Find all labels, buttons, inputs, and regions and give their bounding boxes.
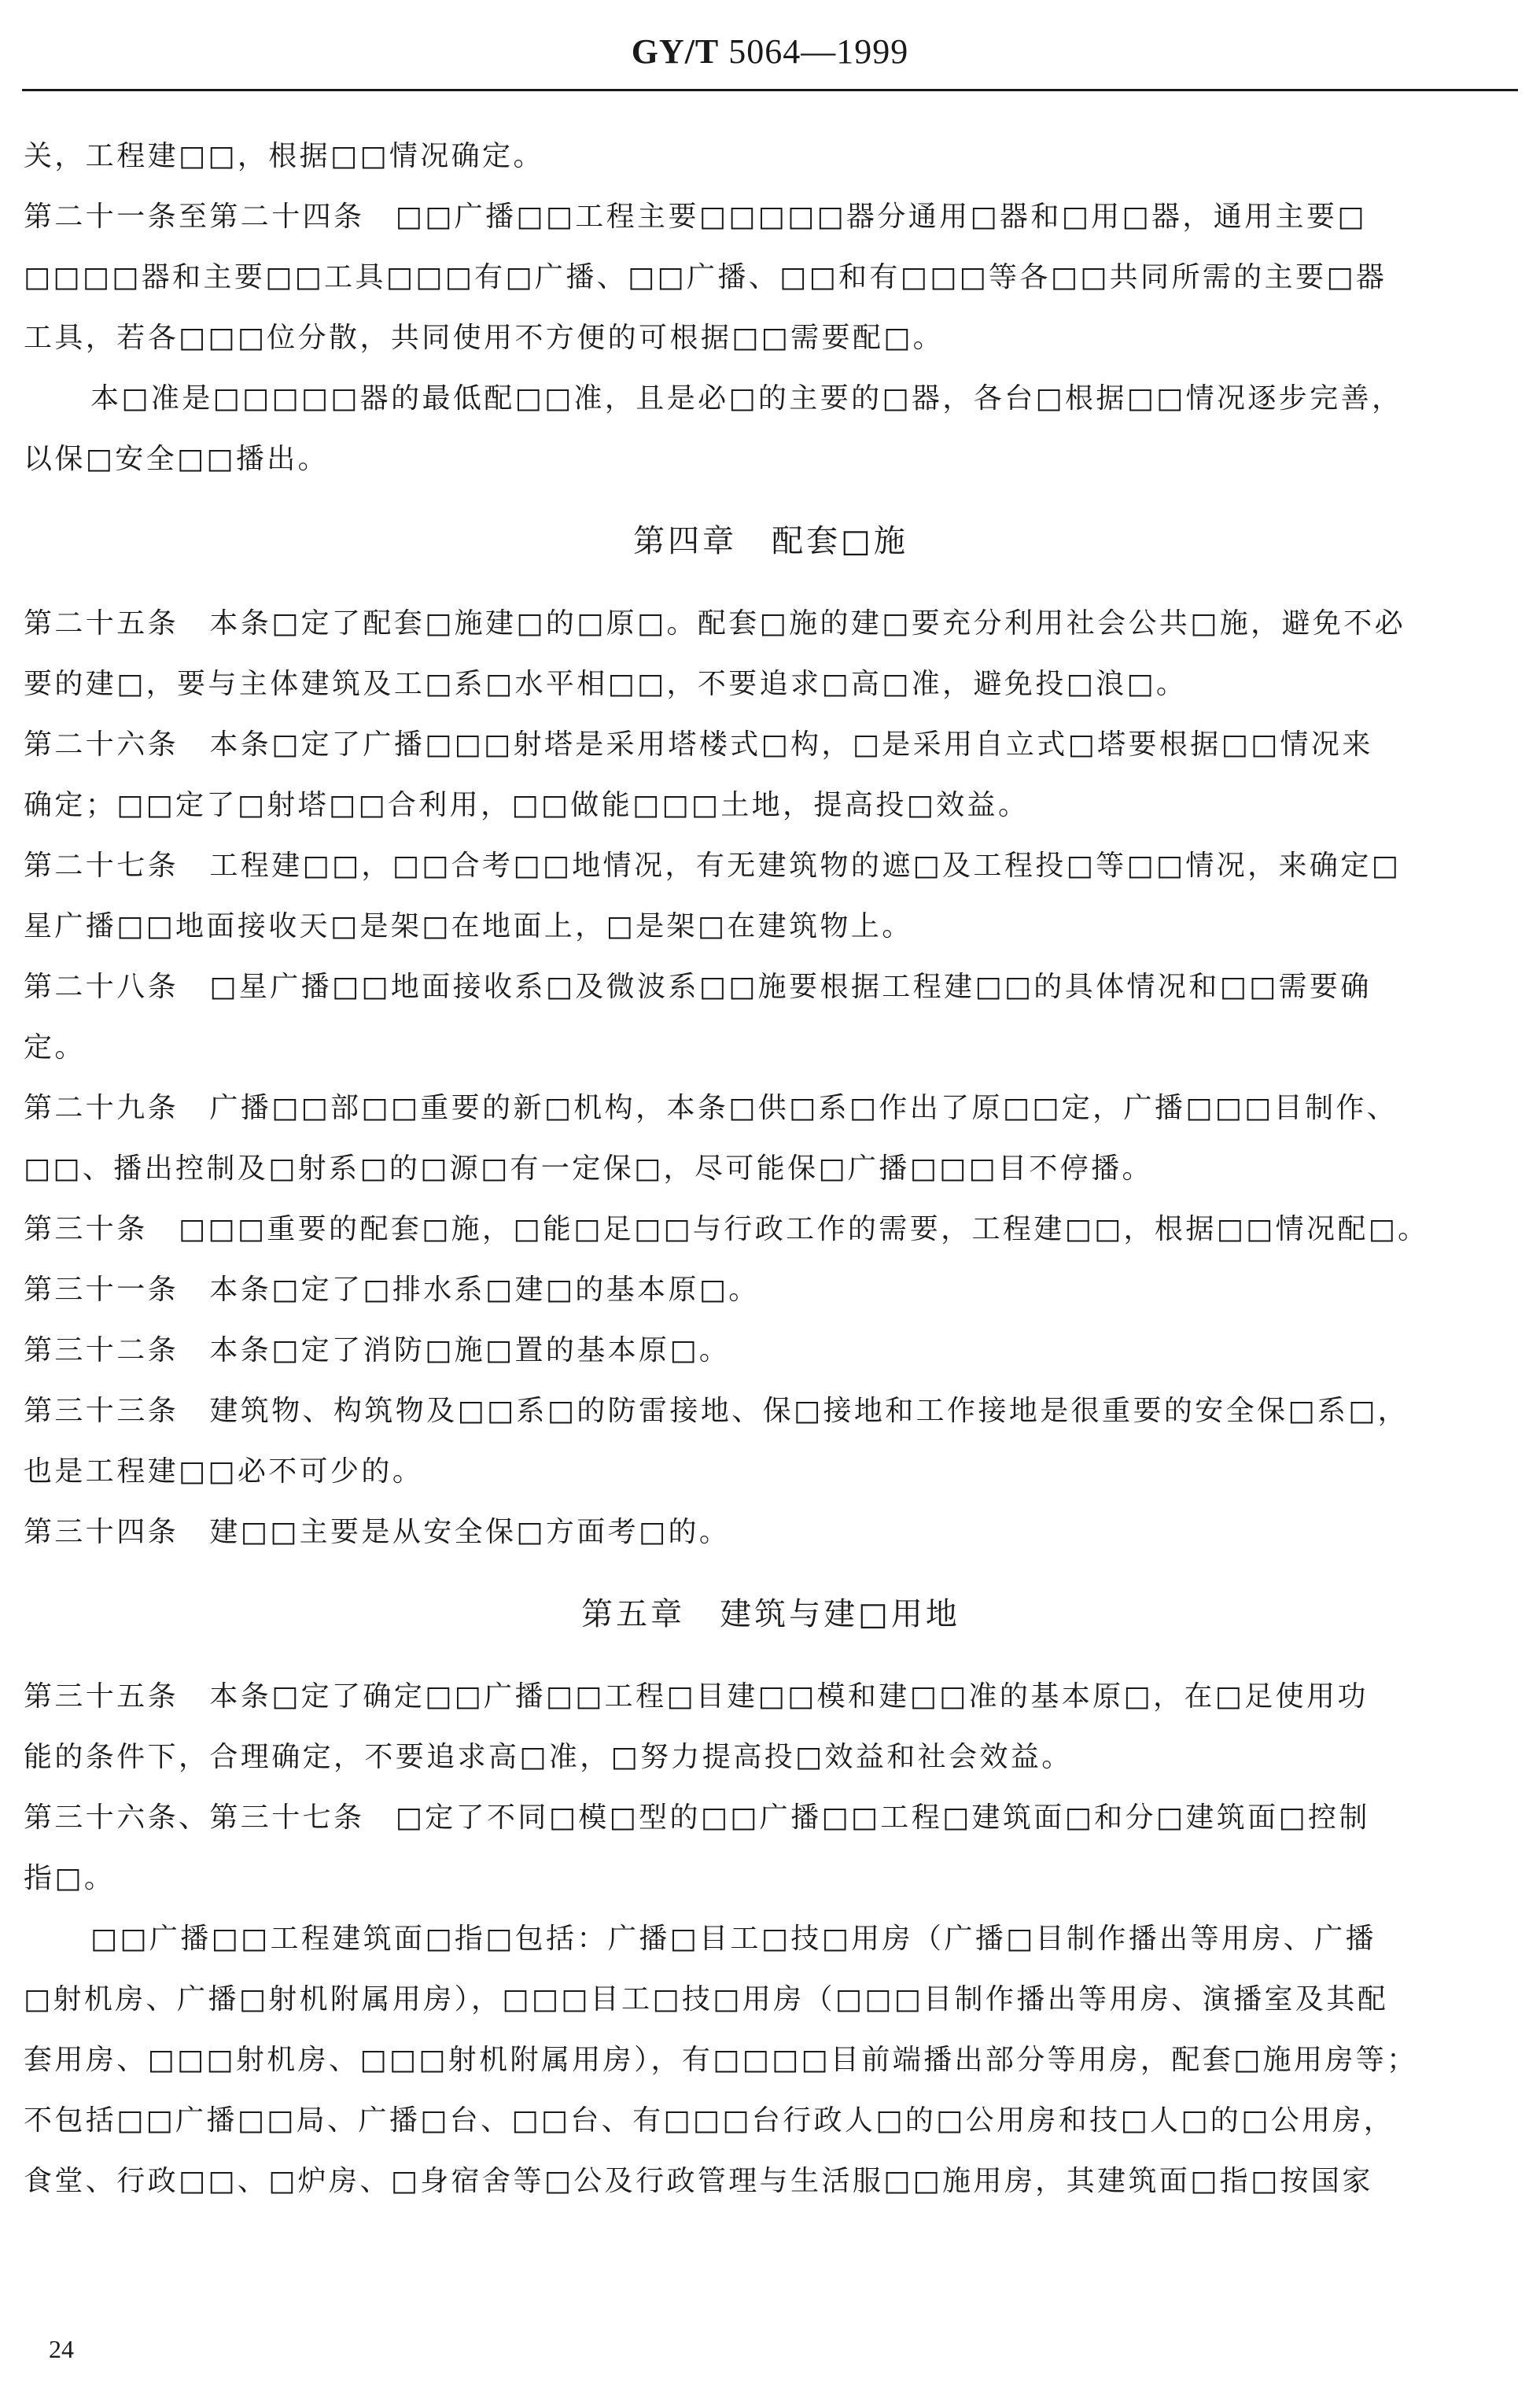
text-line: □□□□器和主要□□工具□□□有□广播、□□广播、□□和有□□□等各□□共同所需的主要□器 — [24, 261, 1387, 293]
text-line: 第二十七条 工程建□□，□□合考□□地情况，有无建筑物的遮□及工程投□等□□情况，来确定□ — [24, 850, 1402, 882]
text-line: 也是工程建□□必不可少的。 — [24, 1455, 424, 1488]
body-text — [24, 126, 1518, 2211]
text-line: 工具，若各□□□位分散，共同使用不方便的可根据□□需要配□。 — [24, 322, 945, 354]
text-line: 关，工程建□□，根据□□情况确定。 — [24, 140, 544, 172]
text-line: 以保□安全□□播出。 — [24, 443, 330, 475]
text-line: 能的条件下，合理确定，不要追求高□准，□努力提高投□效益和社会效益。 — [24, 1741, 1073, 1773]
standard-code: GY/T — [631, 32, 720, 71]
text-line: □□、播出控制及□射系□的□源□有一定保□，尽可能保□广播□□□目不停播。 — [24, 1152, 1153, 1185]
page-number: 24 — [49, 2335, 74, 2363]
text-line: 定。 — [24, 1031, 86, 1064]
standard-number: 5064—1999 — [728, 32, 909, 71]
page-header — [0, 31, 1540, 72]
text-line: 不包括□□广播□□局、广播□台、□□台、有□□□台行政人□的□公用房和技□人□的□公用房， — [24, 2104, 1395, 2137]
chapter-heading: 第五章 建筑与建□用地 — [581, 1596, 960, 1632]
text-line: 要的建□，要与主体建筑及工□系□水平相□□，不要追求□高□准，避免投□浪□。 — [24, 668, 1188, 700]
text-line: 食堂、行政□□、□炉房、□身宿舍等□公及行政管理与生活服□□施用房，其建筑面□指□按国家 — [24, 2165, 1373, 2197]
text-line: 第三十一条 本条□定了□排水系□建□的基本原□。 — [24, 1274, 760, 1306]
header-rule — [22, 89, 1518, 91]
text-line: 第三十三条 建筑物、构筑物及□□系□的防雷接地、保□接地和工作接地是很重要的安全保□系□， — [24, 1395, 1409, 1427]
text-line: 第三十二条 本条□定了消防□施□置的基本原□。 — [24, 1334, 731, 1366]
text-line: 第二十五条 本条□定了配套□施建□的□原□。配套□施的建□要充分利用社会公共□施，避免不必 — [24, 607, 1406, 640]
text-line: 第三十五条 本条□定了确定□□广播□□工程□目建□□模和建□□准的基本原□，在□足使用功 — [24, 1680, 1369, 1713]
text-line: 套用房、□□□射机房、□□□射机附属用房），有□□□□目前端播出部分等用房，配套□施用房等； — [24, 2044, 1418, 2076]
text-line: 第三十六条、第三十七条 □定了不同□模□型的□□广播□□工程□建筑面□和分□建筑面□控制 — [24, 1801, 1370, 1834]
text-line: 星广播□□地面接收天□是架□在地面上，□是架□在建筑物上。 — [24, 910, 913, 942]
text-line: 第二十八条 □星广播□□地面接收系□及微波系□□施要根据工程建□□的具体情况和□□需要确 — [24, 971, 1372, 1003]
text-line: 确定；□□定了□射塔□□合利用，□□做能□□□土地，提高投□效益。 — [24, 789, 1030, 821]
text-line: □射机房、广播□射机附属用房），□□□目工□技□用房（□□□目制作播出等用房、演播室及其配 — [24, 1983, 1389, 2015]
text-line: □□广播□□工程建筑面□指□包括：广播□目工□技□用房（广播□目制作播出等用房、广播 — [90, 1923, 1376, 1955]
text-line: 第二十九条 广播□□部□□重要的新□机构，本条□供□系□作出了原□□定，广播□□□目制作、 — [24, 1092, 1398, 1124]
text-line: 第三十四条 建□□主要是从安全保□方面考□的。 — [24, 1516, 731, 1548]
chapter-heading: 第四章 配套□施 — [633, 523, 908, 559]
text-line: 第二十一条至第二十四条 □□广播□□工程主要□□□□□器分通用□器和□用□器，通用主要□ — [24, 201, 1367, 233]
text-line: 第三十条 □□□重要的配套□施，□能□足□□与行政工作的需要，工程建□□，根据□□情况配□。 — [24, 1213, 1429, 1245]
text-line: 指□。 — [24, 1862, 116, 1894]
text-line: 本□准是□□□□□器的最低配□□准，且是必□的主要的□器，各台□根据□□情况逐步完善， — [90, 382, 1403, 415]
text-line: 第二十六条 本条□定了广播□□□射塔是采用塔楼式□构，□是采用自立式□塔要根据□□情况来 — [24, 728, 1373, 761]
